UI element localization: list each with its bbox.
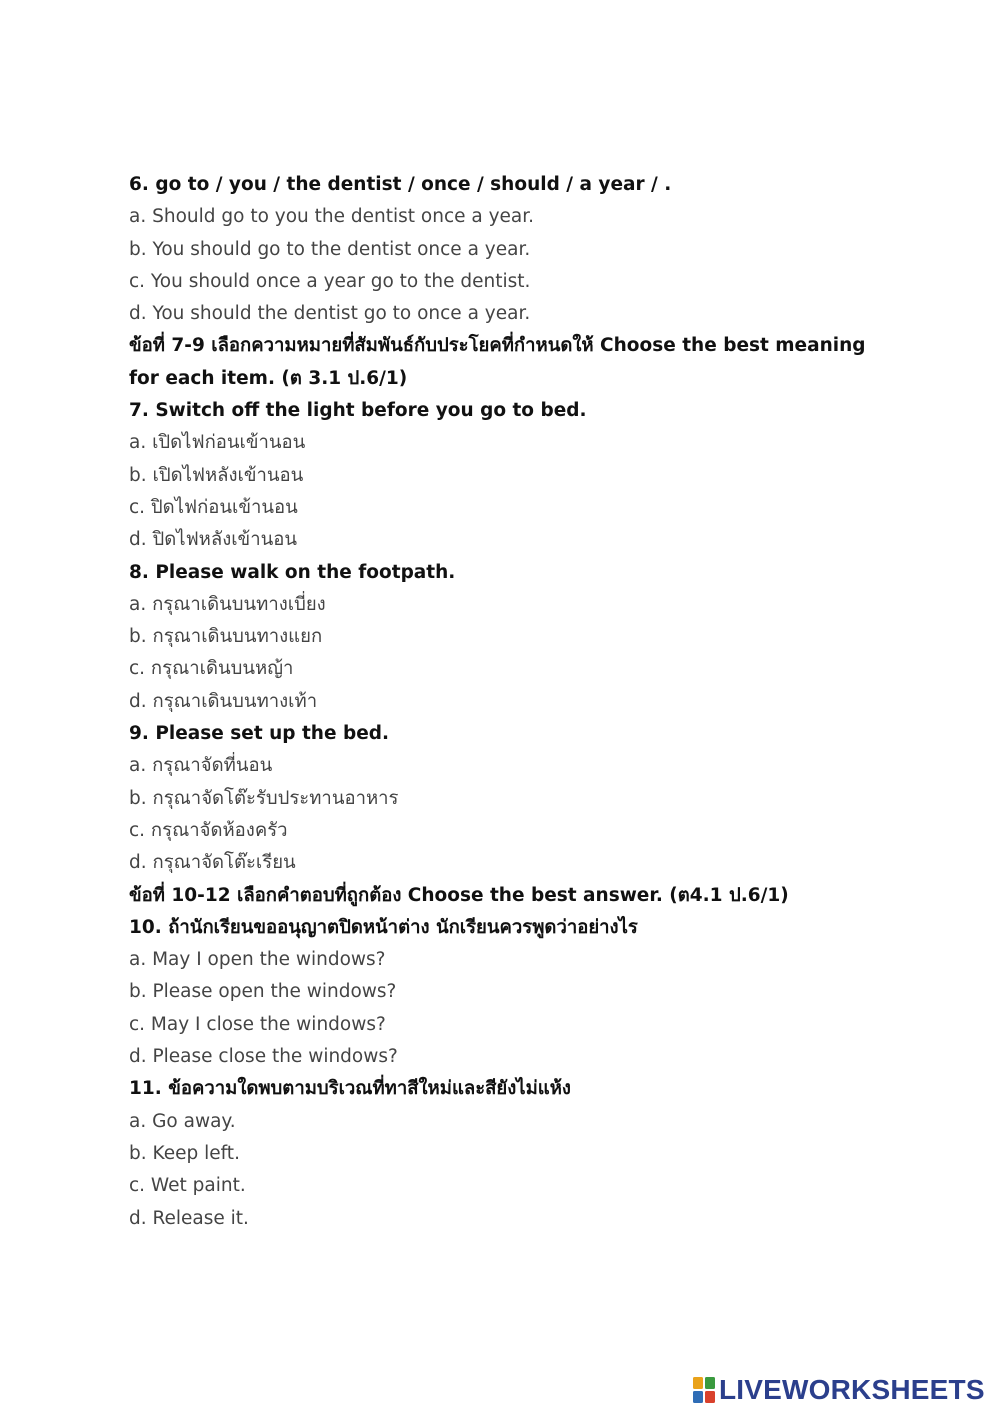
question-8-option-a[interactable]: a. กรุณาเดินบนทางเบี่ยง xyxy=(129,593,326,615)
question-11-option-b[interactable]: b. Keep left. xyxy=(129,1142,240,1164)
question-11-option-c[interactable]: c. Wet paint. xyxy=(129,1175,246,1197)
question-8-prompt: 8. Please walk on the footpath. xyxy=(129,561,456,583)
question-6-option-b[interactable]: b. You should go to the dentist once a year. xyxy=(129,238,531,260)
question-6-option-d[interactable]: d. You should the dentist go to once a year. xyxy=(129,303,531,325)
question-8-option-c[interactable]: c. กรุณาเดินบนหญ้า xyxy=(129,658,294,680)
question-6-option-a[interactable]: a. Should go to you the dentist once a year. xyxy=(129,206,535,228)
question-10-option-b[interactable]: b. Please open the windows? xyxy=(129,981,397,1003)
question-8-option-b[interactable]: b. กรุณาเดินบนทางแยก xyxy=(129,626,323,648)
question-7-option-d[interactable]: d. ปิดไฟหลังเข้านอน xyxy=(129,529,297,551)
question-10-option-a[interactable]: a. May I open the windows? xyxy=(129,949,386,971)
question-9-prompt: 9. Please set up the bed. xyxy=(129,723,390,745)
question-10-option-d[interactable]: d. Please close the windows? xyxy=(129,1046,398,1068)
liveworksheets-logo-icon xyxy=(693,1377,715,1403)
question-6-option-c[interactable]: c. You should once a year go to the dentist. xyxy=(129,270,531,292)
question-11-option-d[interactable]: d. Release it. xyxy=(129,1207,249,1229)
question-9-option-d[interactable]: d. กรุณาจัดโต๊ะเรียน xyxy=(129,852,296,874)
question-10-prompt: 10. ถ้านักเรียนขออนุญาตปิดหน้าต่าง นักเรียนควรพูดว่าอย่างไร xyxy=(129,916,638,938)
question-7-option-b[interactable]: b. เปิดไฟหลังเข้านอน xyxy=(129,464,304,486)
worksheet-content xyxy=(129,169,889,1235)
question-10-option-c[interactable]: c. May I close the windows? xyxy=(129,1013,386,1035)
question-8-option-d[interactable]: d. กรุณาเดินบนทางเท้า xyxy=(129,690,318,712)
question-9-option-a[interactable]: a. กรุณาจัดที่นอน xyxy=(129,755,273,777)
question-9-option-b[interactable]: b. กรุณาจัดโต๊ะรับประทานอาหาร xyxy=(129,787,399,809)
question-6-prompt: 6. go to / you / the dentist / once / should / a year / . xyxy=(129,174,672,195)
question-11-option-a[interactable]: a. Go away. xyxy=(129,1110,236,1132)
question-7-option-c[interactable]: c. ปิดไฟก่อนเข้านอน xyxy=(129,496,298,518)
logo-text: LIVEWORKSHEETS xyxy=(719,1374,985,1405)
instruction-10-12: ข้อที่ 10-12 เลือกคำตอบที่ถูกต้อง Choose the best answer. (ต4.1 ป.6/1) xyxy=(129,884,789,906)
question-7-option-a[interactable]: a. เปิดไฟก่อนเข้านอน xyxy=(129,432,306,454)
question-9-option-c[interactable]: c. กรุณาจัดห้องครัว xyxy=(129,819,288,841)
instruction-7-9: ข้อที่ 7-9 เลือกความหมายที่สัมพันธ์กับประโยคที่กำหนดให้ Choose the best meaning for each item. (ต 3.1 ป.6/1) xyxy=(129,335,866,389)
question-7-prompt: 7. Switch off the light before you go to bed. xyxy=(129,400,587,422)
question-11-prompt: 11. ข้อความใดพบตามบริเวณที่ทาสีใหม่และสียังไม่แห้ง xyxy=(129,1078,571,1100)
liveworksheets-logo[interactable] xyxy=(693,1374,985,1406)
